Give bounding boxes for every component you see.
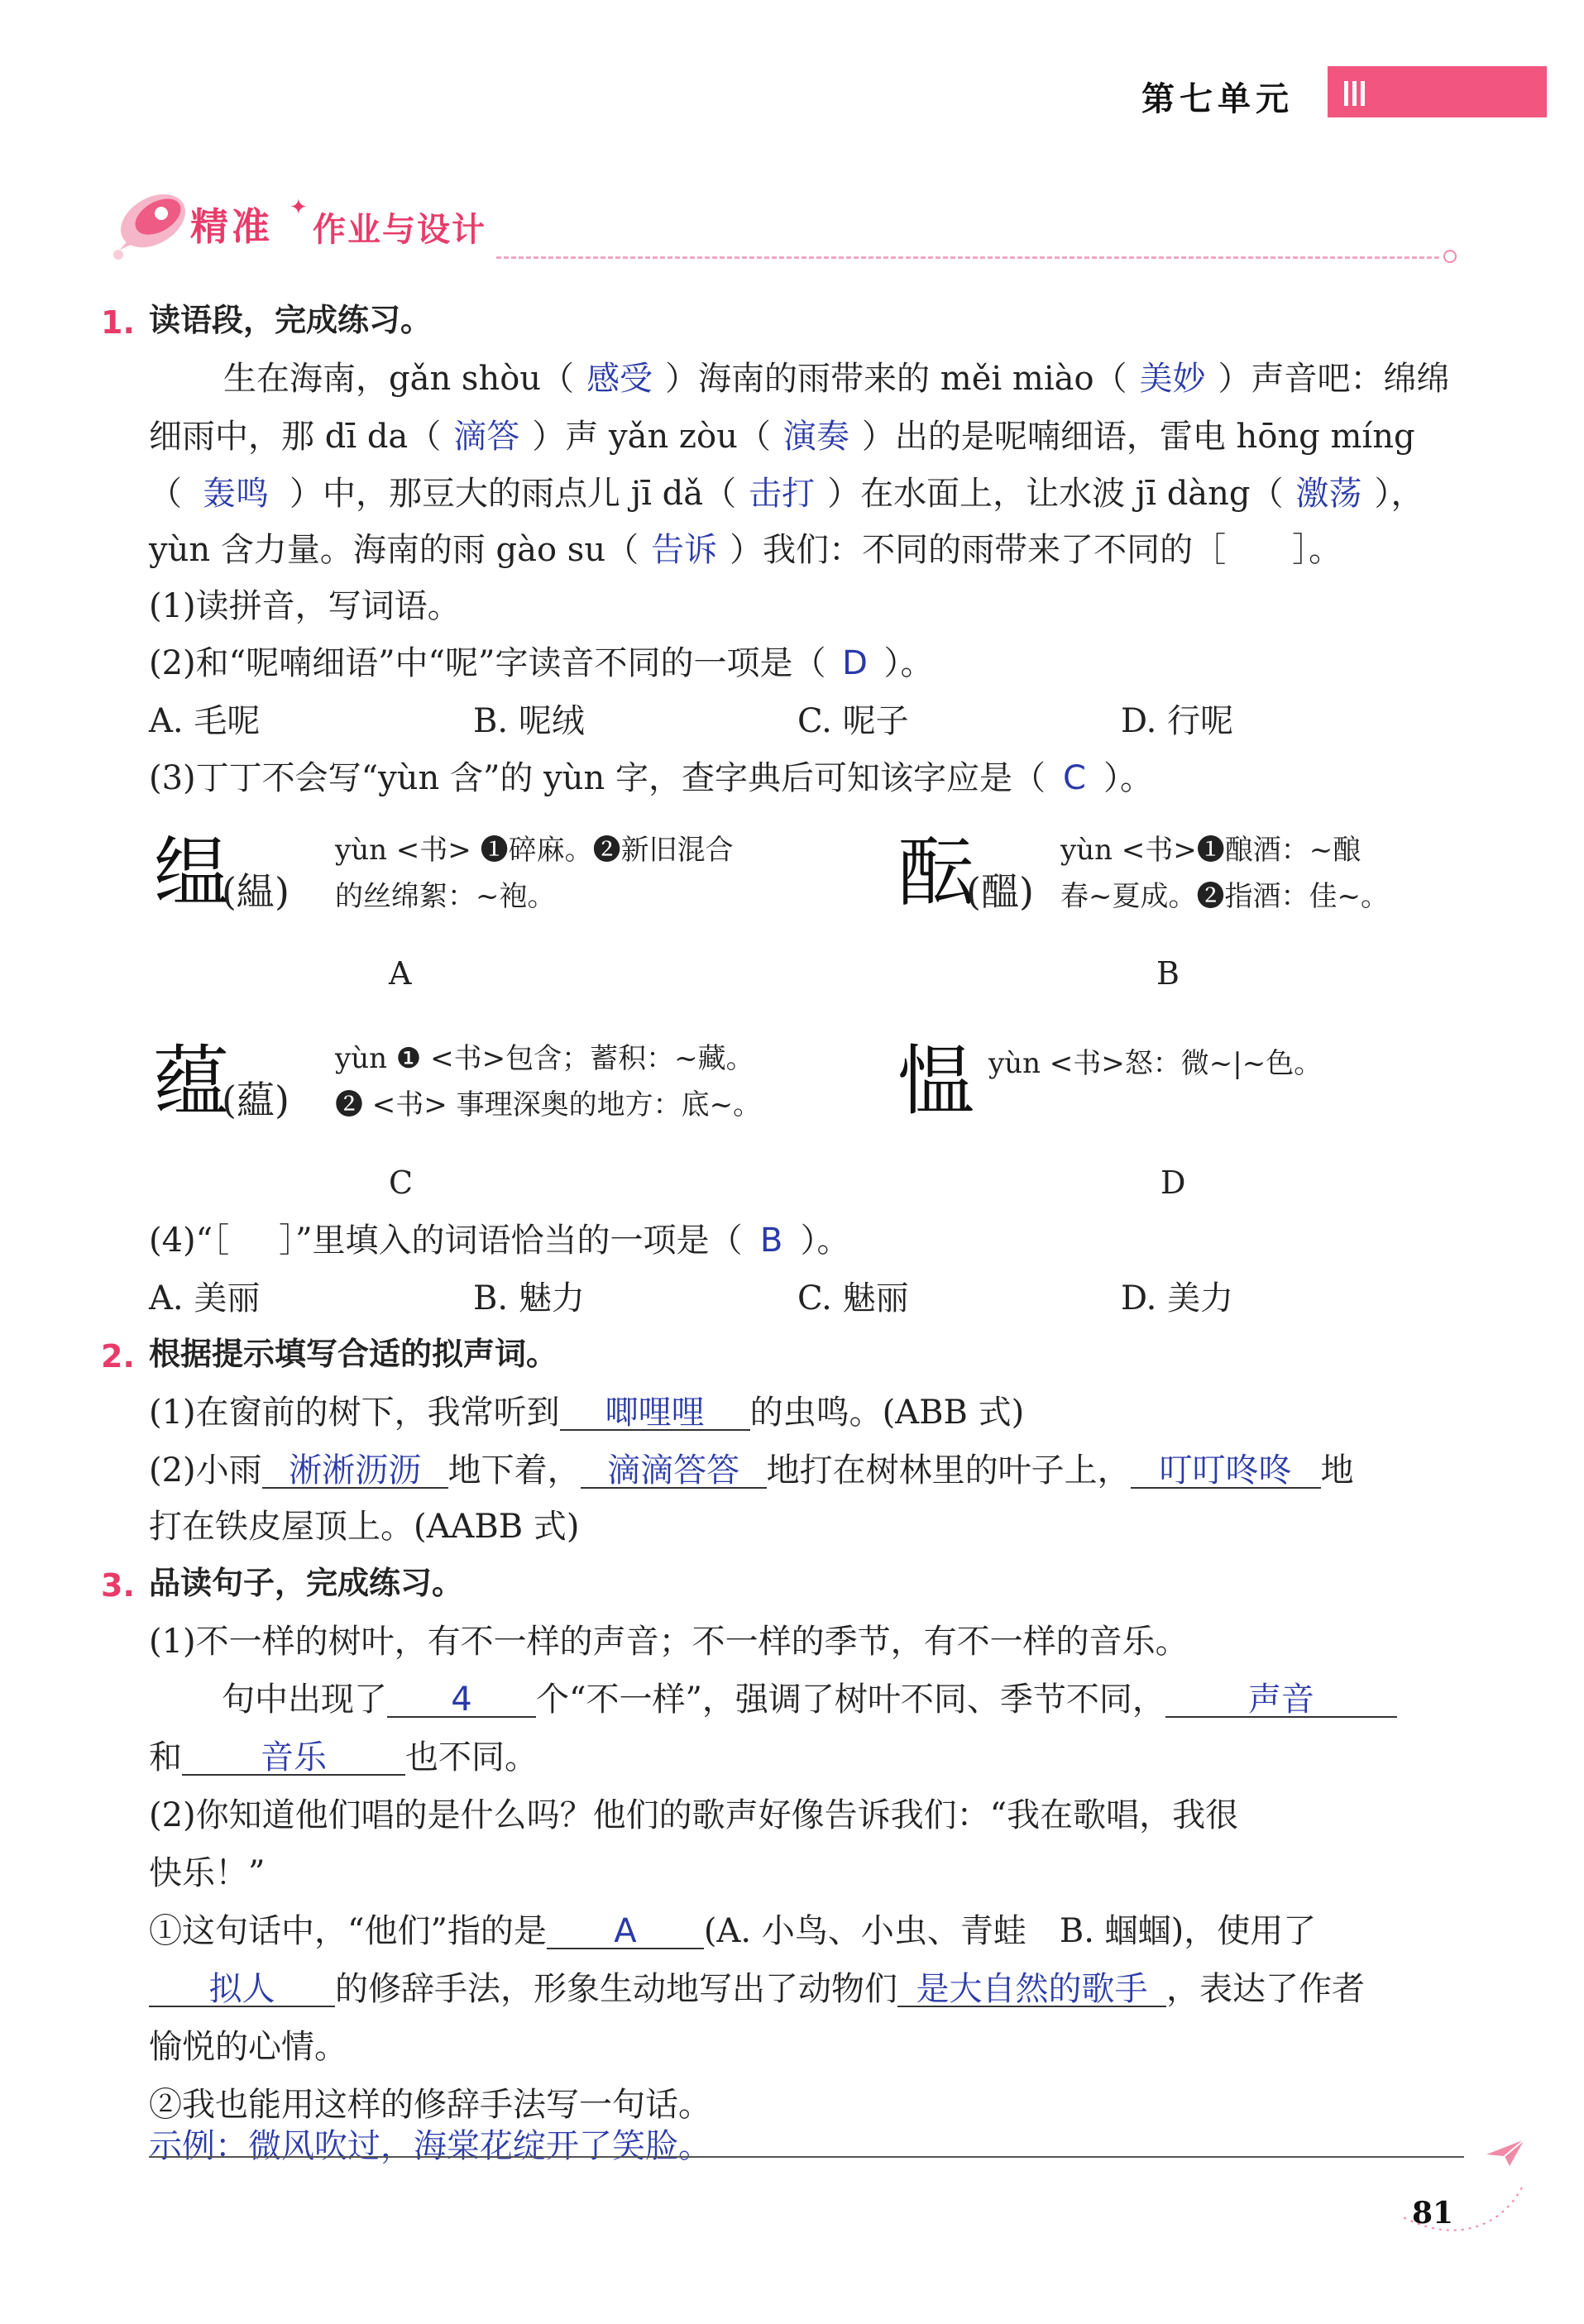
passage-text: ）声 yǎn zòu（ — [532, 418, 771, 456]
question-text: ①这句话中，“他们”指的是 — [149, 1912, 547, 1950]
q1-sub2-option-d: D. 行呢 — [1121, 702, 1234, 740]
q1-sub4-option-b: B. 魅力 — [473, 1279, 585, 1317]
question-text: (1)在窗前的树下，我常听到 — [149, 1394, 560, 1432]
tab-bar — [1352, 81, 1357, 106]
question-text: 的修辞手法，形象生动地写出了动物们 — [335, 1970, 897, 2008]
paper-plane-icon — [1485, 2138, 1526, 2168]
dict-char-d: 愠 — [897, 1037, 974, 1126]
dict-def-d-line1: yùn <书>怒：微~|~色。 — [988, 1047, 1323, 1080]
unit-label: 第七单元 — [1141, 80, 1294, 118]
q3-c1-line2 — [149, 1970, 1365, 2008]
dict-char-c: 蕴 — [153, 1037, 230, 1126]
answer-blank: 淅淅沥沥 — [262, 1454, 448, 1489]
answer-text: 轰鸣 — [203, 475, 269, 513]
q2-sub1 — [149, 1396, 1024, 1431]
question-text: 的虫鸣。(ABB 式) — [749, 1394, 1025, 1432]
banner-dot — [1443, 250, 1457, 263]
answer-text: B — [759, 1222, 783, 1260]
answer-text: 美妙 — [1139, 360, 1206, 398]
tab-bar — [1361, 81, 1365, 106]
dict-char-a: 缊 — [153, 829, 230, 917]
dict-def-c-line2: ❷ <书> 事理深奥的地方：底~。 — [335, 1088, 762, 1121]
page-number: 81 — [1412, 2196, 1454, 2231]
answer-text: 告诉 — [651, 531, 718, 569]
q3-sub1-line — [222, 1683, 1397, 1718]
passage-text: yùn 含力量。海南的雨 gào su（ — [149, 531, 639, 569]
passage-line-4 — [149, 533, 1342, 567]
q2-number: 2. — [101, 1338, 135, 1375]
question-text: (3)丁丁不会写“yùn 含”的 yùn 字，查字典后可知该字应是（ — [149, 759, 1046, 797]
q1-sub2-option-a: A. 毛呢 — [149, 702, 261, 740]
dict-letter-a: A — [389, 955, 412, 992]
question-text: ）。 — [883, 644, 934, 682]
answer-text: D — [842, 644, 868, 682]
question-text: (A. 小鸟、小虫、青蛙 B. 蝈蝈)，使用了 — [703, 1912, 1317, 1950]
question-text: (2)小雨 — [149, 1451, 262, 1490]
passage-text: ）， — [1374, 475, 1424, 513]
passage-text: 细雨中，那 dī da（ — [149, 418, 442, 456]
question-text: 也不同。 — [405, 1738, 538, 1776]
passage-text: ）声音吧：绵绵 — [1218, 360, 1450, 398]
passage-text: ）我们：不同的雨带来了不同的［ — [730, 531, 1227, 569]
q1-sub4-option-a: A. 美丽 — [149, 1279, 261, 1317]
passage-text: ）在水面上，让水波 jī dàng（ — [827, 475, 1284, 513]
unit-tab-decoration — [1328, 66, 1547, 117]
q2-title: 根据提示填写合适的拟声词。 — [149, 1336, 558, 1372]
answer-blank: 声音 — [1165, 1683, 1397, 1718]
q3-c2-answer: 示例：微风吹过，海棠花绽开了笑脸。 — [149, 2127, 711, 2165]
question-text: (4)“［ — [149, 1222, 230, 1260]
answer-text: 击打 — [749, 475, 816, 513]
passage-text: （ — [149, 475, 182, 513]
rocket-icon — [103, 184, 194, 266]
passage-text: ）出的是呢喃细语，雷电 hōng míng — [861, 418, 1415, 456]
dict-def-a-line2: 的丝绵絮：~袍。 — [335, 880, 556, 913]
q1-sub4-option-c: C. 魅丽 — [797, 1279, 909, 1317]
dict-trad-b: (醞) — [966, 869, 1034, 914]
dict-letter-d: D — [1160, 1164, 1186, 1201]
passage-text: ）中，那豆大的雨点儿 jī dǎ（ — [290, 475, 737, 513]
dict-def-b-line2: 春~夏成。❷指酒：佳~。 — [1060, 880, 1389, 913]
passage-line-1 — [223, 360, 1450, 398]
passage-line-2 — [149, 418, 1415, 456]
banner-title: 精准 — [190, 204, 273, 249]
answer-text: 激荡 — [1295, 475, 1362, 513]
answer-blank: 叮叮咚咚 — [1131, 1454, 1321, 1489]
star-icon: ✦ — [290, 195, 308, 220]
question-text: 地下着， — [447, 1451, 581, 1490]
answer-line — [149, 2156, 1464, 2158]
question-text: ］”里填入的词语恰当的一项是（ — [279, 1222, 743, 1260]
q1-number: 1. — [101, 304, 135, 341]
dict-char-b: 酝 — [897, 829, 974, 917]
q3-number: 3. — [101, 1567, 135, 1604]
dict-def-a-line1: yùn <书> ❶碎麻。❷新旧混合 — [335, 834, 734, 867]
question-text: 个“不一样”，强调了树叶不同、季节不同， — [536, 1681, 1165, 1719]
banner-dashed-line — [496, 256, 1439, 259]
question-text: 地 — [1320, 1451, 1354, 1490]
question-text: 和 — [149, 1738, 182, 1776]
q3-sub2: (2)你知道他们唱的是什么吗？他们的歌声好像告诉我们：“我在歌唱，我很 — [149, 1796, 1239, 1834]
q3-sub2-cont: 快乐！” — [149, 1854, 266, 1892]
q1-sub2-option-b: B. 呢绒 — [473, 702, 585, 740]
question-text: ，表达了作者 — [1166, 1970, 1365, 2008]
dict-letter-c: C — [389, 1164, 414, 1201]
answer-text: C — [1062, 759, 1086, 797]
question-text: ）。 — [1103, 759, 1153, 797]
dict-def-b-line1: yùn <书>❶酿酒：~酿 — [1060, 834, 1361, 867]
answer-text: 滴答 — [453, 418, 520, 456]
answer-blank: 拟人 — [149, 1973, 335, 2007]
passage-text: ］。 — [1292, 531, 1342, 569]
q2-sub2-cont: 打在铁皮屋顶上。(AABB 式) — [149, 1508, 580, 1546]
q1-sub1: (1)读拼音，写词语。 — [149, 587, 461, 625]
q3-c1-line3: 愉悦的心情。 — [149, 2028, 347, 2066]
dict-trad-c: (藴) — [222, 1078, 290, 1122]
passage-text: ）海南的雨带来的 měi miào（ — [665, 360, 1127, 398]
q1-sub3 — [149, 759, 1153, 797]
answer-text: 演奏 — [782, 418, 849, 456]
question-text: ）。 — [800, 1222, 850, 1260]
answer-blank: 是大自然的歌手 — [897, 1973, 1166, 2007]
question-text: 句中出现了 — [222, 1681, 387, 1719]
answer-blank: A — [547, 1915, 704, 1949]
q2-sub2 — [149, 1451, 1354, 1490]
passage-text: 生在海南，gǎn shòu（ — [223, 360, 575, 398]
q3-title: 品读句子，完成练习。 — [149, 1565, 464, 1601]
question-text: 地打在树林里的叶子上， — [766, 1451, 1131, 1490]
q3-c1-line1 — [149, 1912, 1317, 1950]
dict-def-c-line1: yùn ❶ <书>包含；蓄积：~藏。 — [335, 1042, 754, 1075]
answer-blank: 滴滴答答 — [581, 1454, 767, 1489]
q3-sub1: (1)不一样的树叶，有不一样的声音；不一样的季节，有不一样的音乐。 — [149, 1623, 1189, 1661]
q3-c2: ②我也能用这样的修辞手法写一句话。 — [149, 2086, 711, 2124]
tab-bar — [1344, 81, 1348, 106]
answer-blank: 音乐 — [182, 1741, 405, 1776]
q1-sub2-option-c: C. 呢子 — [797, 702, 909, 740]
q1-title: 读语段，完成练习。 — [149, 302, 433, 338]
q1-sub2 — [149, 644, 934, 682]
passage-line-3 — [149, 475, 1424, 513]
answer-blank: 唧哩哩 — [560, 1396, 750, 1431]
answer-blank: 4 — [387, 1683, 536, 1718]
q1-sub4 — [149, 1222, 850, 1260]
answer-text: 感受 — [586, 360, 653, 398]
q3-sub1-line2 — [149, 1738, 538, 1776]
q1-sub4-option-d: D. 美力 — [1121, 1279, 1234, 1317]
dict-letter-b: B — [1156, 955, 1180, 992]
dict-trad-a: (緼) — [222, 869, 290, 914]
banner-subtitle: 作业与设计 — [313, 211, 486, 249]
question-text: (2)和“呢喃细语”中“呢”字读音不同的一项是（ — [149, 644, 826, 682]
